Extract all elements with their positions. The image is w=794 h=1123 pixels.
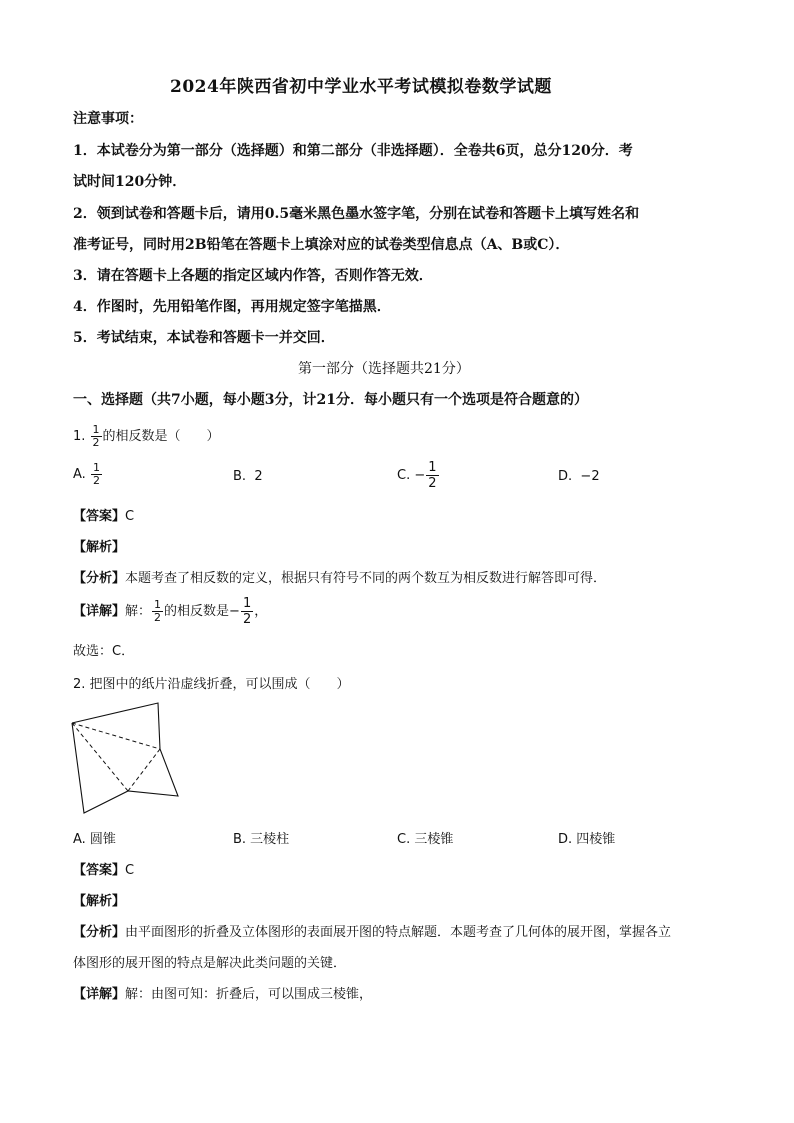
q1-xiangjie: 【详解】解： $\frac{1}{2}$ 的相反数是− $\frac{1}{2}$ ， [73,596,268,627]
notice-line-2: 试时间120分钟． [73,174,187,190]
q1-answer-tag: 【答案】 [73,509,126,524]
q1-option-c: C. − $\frac{1}{2}$ [397,460,437,491]
q2-option-d: D. 四棱锥 [558,832,616,847]
q2-xiangjie: 【详解】解：由图可知：折叠后，可以围成三棱锥， [73,987,373,1002]
q1-option-c-fraction: $\frac{1}{2}$ [428,460,437,491]
section-heading: 一、选择题（共7小题，每小题3分，计21分．每小题只有一个选项是符合题意的） [73,392,588,408]
q2-answer: 【答案】C [73,863,135,878]
q1-fraction: $\frac{1}{2}$ [92,423,100,449]
q2-analysis-tag: 【解析】 [73,894,126,909]
q1-xiangjie-fraction-2: $\frac{1}{2}$ [242,596,252,627]
part1-heading: 第一部分（选择题共21分） [298,361,470,377]
fold-line-2 [72,723,128,791]
q1-choice: 故选：C． [73,644,135,659]
q1-option-d: D. −2 [558,469,600,484]
q1-option-b: B. 2 [233,469,263,484]
q2-option-c: C. 三棱锥 [397,832,454,847]
q1-xiangjie-fraction: $\frac{1}{2}$ [154,598,162,624]
notice-line-3: 2．领到试卷和答题卡后，请用0.5毫米黑色墨水签字笔，分别在试卷和答题卡上填写姓名和 [73,206,640,222]
q1-fenxi: 【分析】本题考查了相反数的定义，根据只有符号不同的两个数互为相反数进行解答即可得． [73,571,607,586]
notice-line-4: 准考证号，同时用2B铅笔在答题卡上填涂对应的试卷类型信息点（A、B或C）． [73,237,570,253]
q1-stem-text: 的相反数是（ ） [102,429,220,444]
q1-option-a: A. $\frac{1}{2}$ [73,461,100,487]
notice-heading: 注意事项： [73,111,143,127]
notice-line-7: 5．考试结束，本试卷和答题卡一并交回． [73,330,335,346]
notice-line-6: 4．作图时，先用铅笔作图，再用规定签字笔描黑． [73,299,391,315]
notice-line-5: 3．请在答题卡上各题的指定区域内作答，否则作答无效． [73,268,433,284]
q1-stem [73,424,220,449]
q1-answer-value: C [125,509,135,524]
q1-option-a-fraction: $\frac{1}{2}$ [92,461,100,487]
q1-analysis-tag: 【解析】 [73,540,126,555]
q2-fenxi-line-2: 体图形的展开图的特点是解决此类问题的关键． [73,956,347,971]
page-title: 2024年陕西省初中学业水平考试模拟卷数学试题 [170,77,552,97]
q2-option-a: A. 圆锥 [73,832,116,847]
fold-line-1 [72,723,160,749]
q2-stem: 2. 把图中的纸片沿虚线折叠，可以围成（ ） [73,677,350,692]
fold-line-3 [128,749,160,791]
q1-answer [73,505,134,524]
q2-fenxi-line-1: 【分析】由平面图形的折叠及立体图形的表面展开图的特点解题．本题考查了几何体的展开图，掌握各立 [73,925,672,940]
notice-line-1: 1．本试卷分为第一部分（选择题）和第二部分（非选择题）．全卷共6页，总分120分．考 [73,143,633,159]
q2-option-b: B. 三棱柱 [233,832,290,847]
q1-number: 1. [73,429,86,444]
q2-net-figure [60,695,190,815]
net-outline [72,703,178,813]
